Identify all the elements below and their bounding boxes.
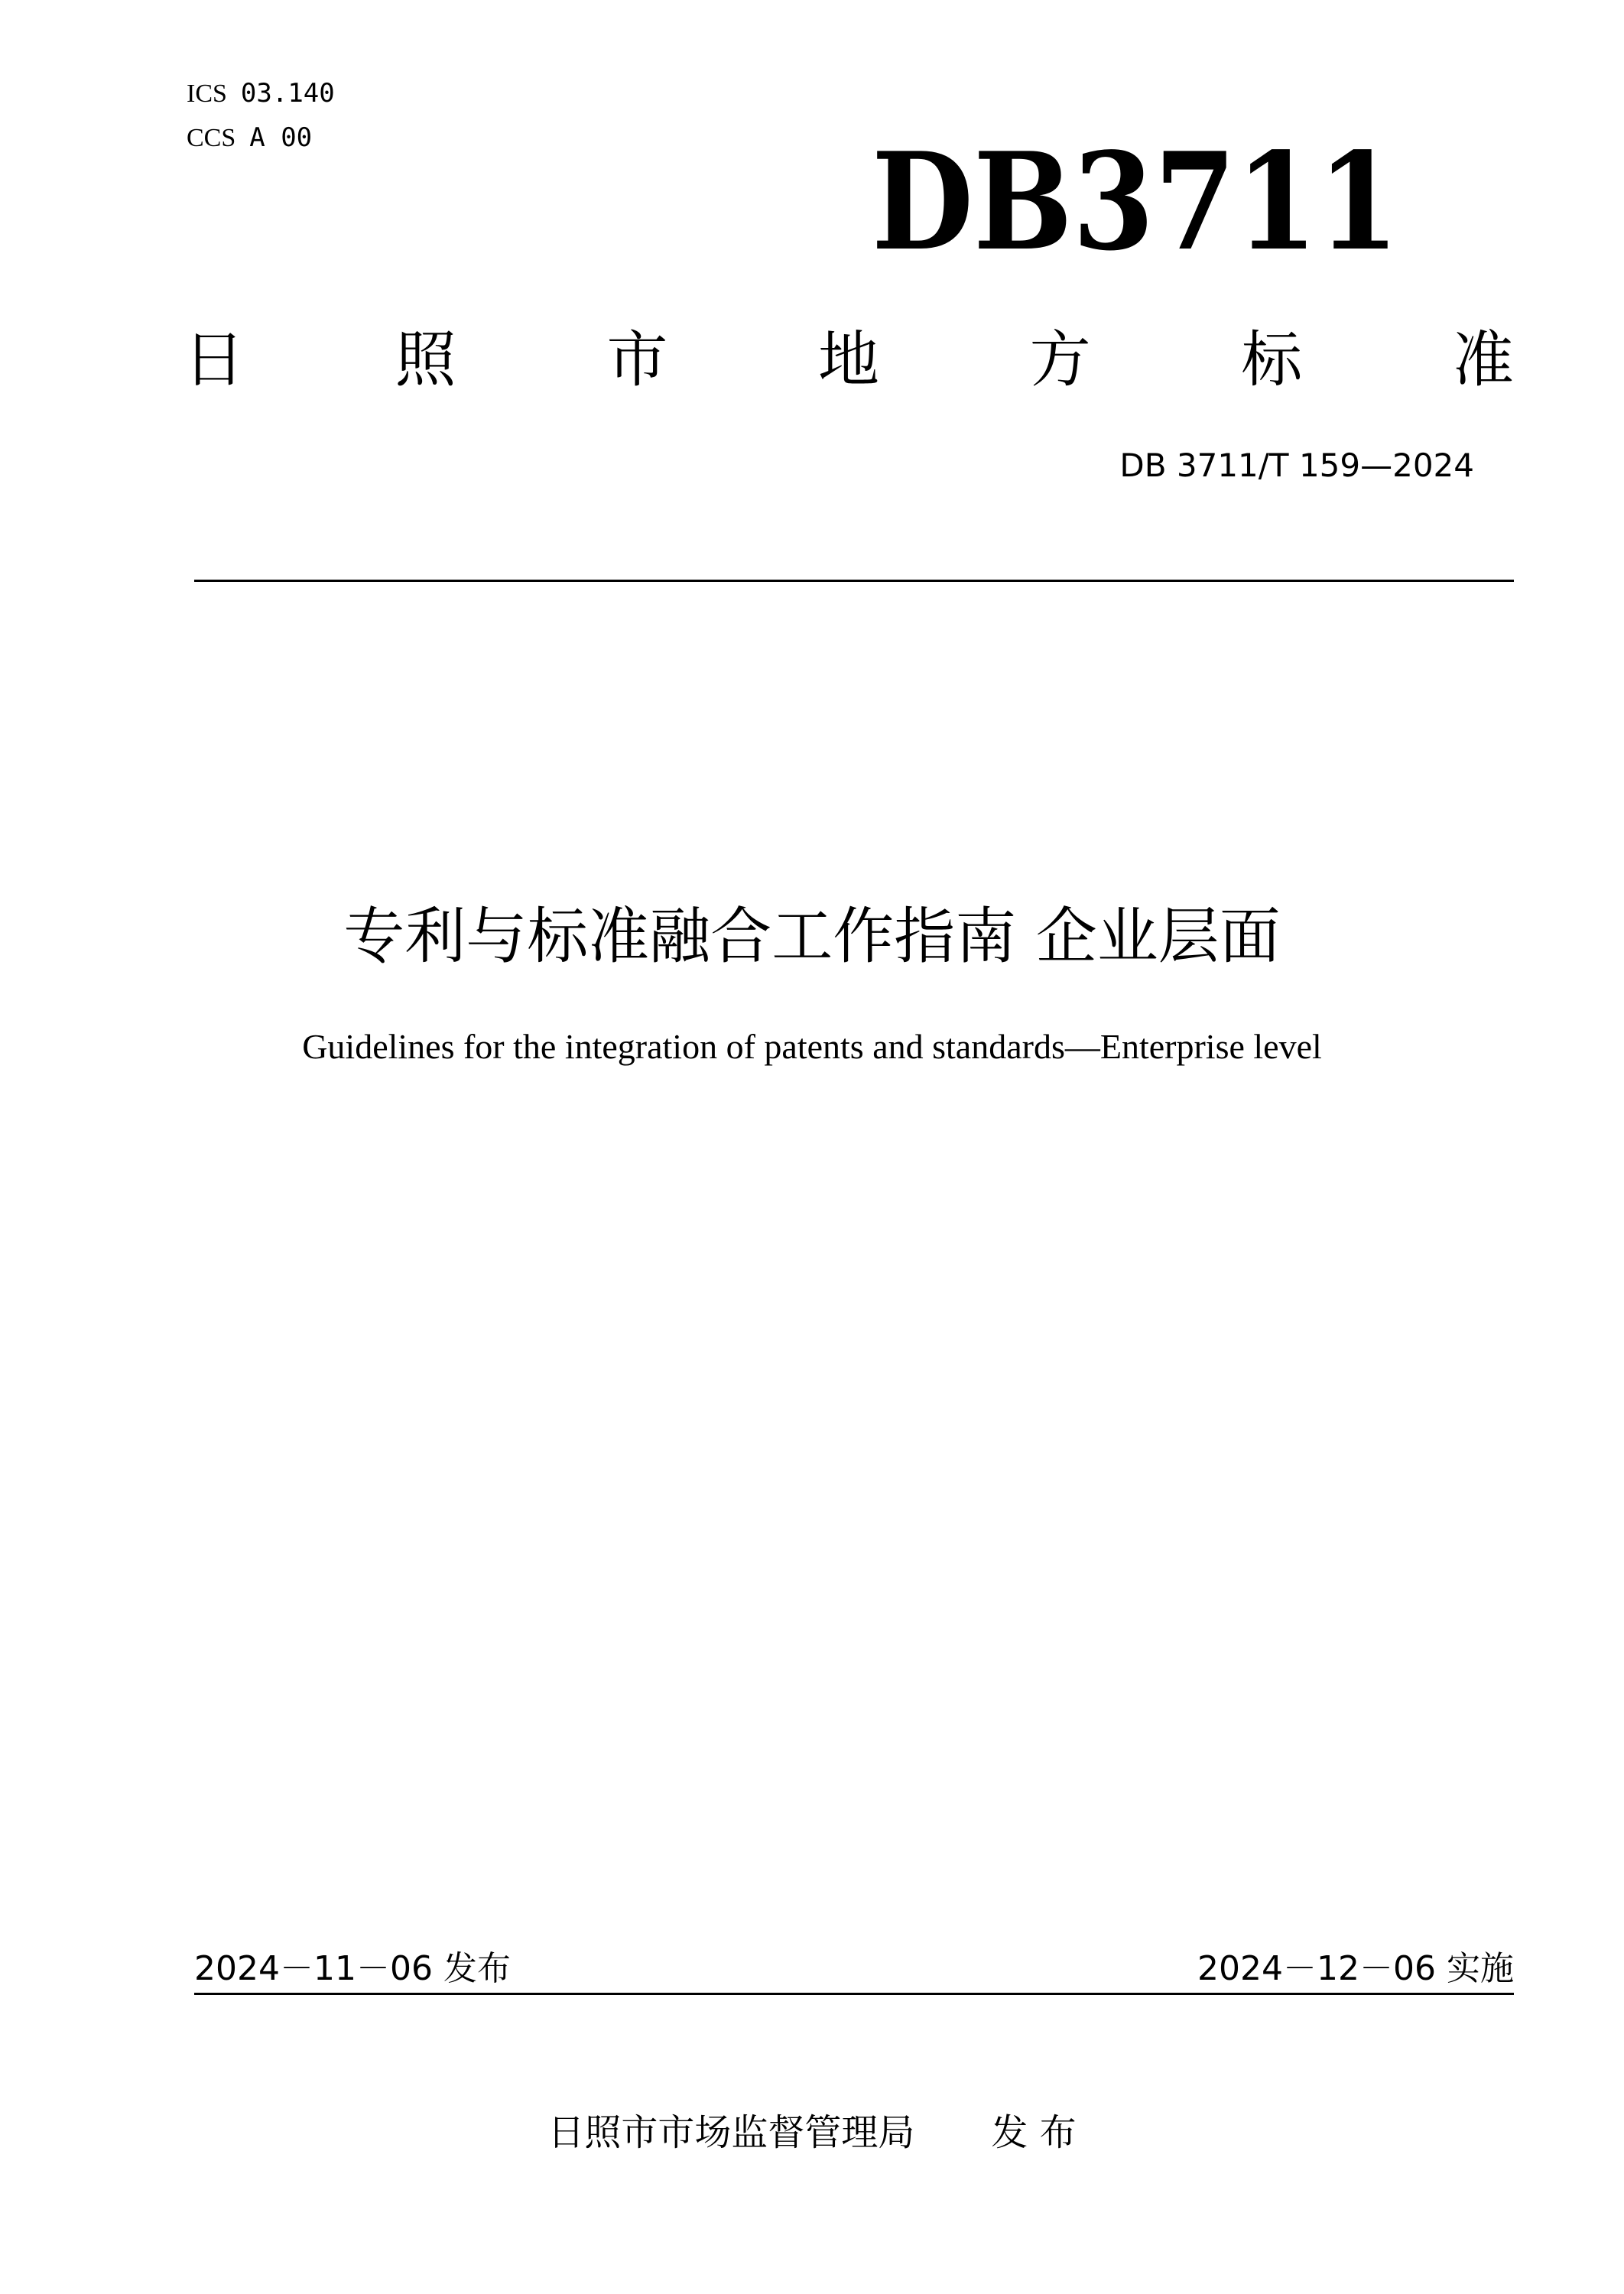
standard-type-char: 照 [395, 323, 456, 395]
standard-type-char: 标 [1241, 323, 1303, 395]
issuer-action: 发 布 [991, 2111, 1077, 2154]
standard-type-char: 地 [817, 323, 879, 395]
top-divider [194, 580, 1514, 582]
ccs-code [187, 122, 312, 153]
standard-logo-text: DB3711 [872, 124, 1399, 281]
document-title-en: Guidelines for the integration of patents and standards—Enterprise level [302, 1027, 1322, 1066]
document-title-cn: 专利与标准融合工作指南 企业层面 [343, 901, 1281, 972]
ccs-value: A 00 [249, 122, 313, 153]
standard-type-char: 日 [184, 323, 245, 395]
standard-logo-svg [872, 124, 1399, 281]
bottom-divider [194, 1993, 1514, 1995]
ics-value: 03.140 [240, 78, 335, 109]
standard-type-char: 方 [1029, 323, 1091, 395]
ics-code [187, 78, 335, 109]
standard-type-char: 准 [1452, 323, 1514, 395]
ics-label: ICS [187, 80, 227, 108]
ccs-label: CCS [187, 124, 236, 152]
standard-type-char: 市 [606, 323, 668, 395]
standard-number: DB 3711/T 159—2024 [1119, 447, 1474, 484]
standard-logo [872, 124, 1399, 281]
issuer-line [0, 2103, 1624, 2156]
standard-type-heading [184, 312, 1514, 396]
implement-date: 2024－12－06 实施 [1197, 1949, 1514, 1988]
publish-date: 2024－11－06 发布 [194, 1949, 511, 1988]
issuer-name: 日照市市场监督管理局 [547, 2111, 915, 2154]
